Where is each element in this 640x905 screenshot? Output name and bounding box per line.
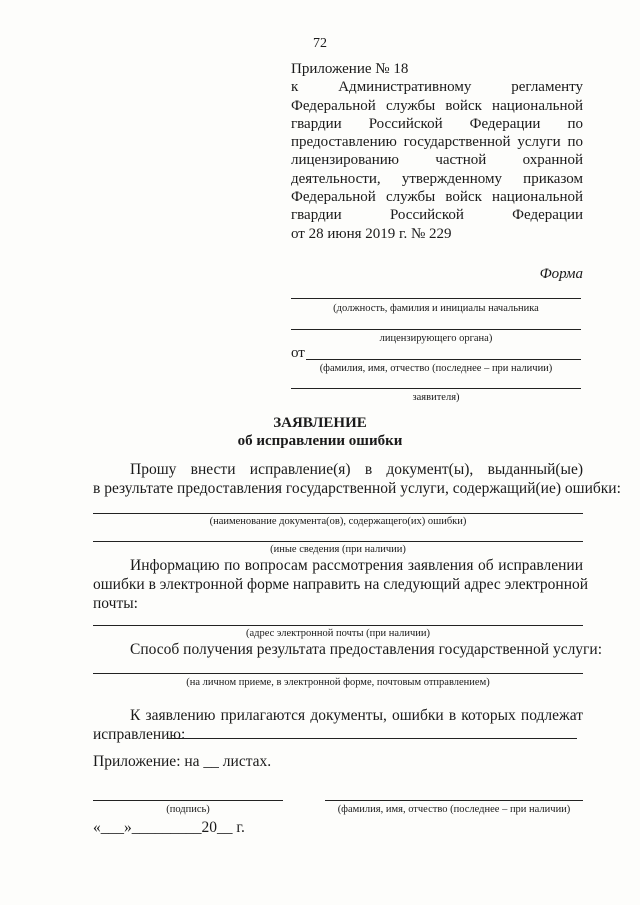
page-number: 72 (313, 36, 327, 51)
signer-name-line[interactable] (325, 800, 583, 801)
document-subtitle: об исправлении ошибки (237, 433, 403, 449)
addressee-caption-2: лицензирующего органа) (379, 333, 493, 344)
request-paragraph (93, 460, 621, 498)
attachments-fill-line[interactable] (168, 738, 577, 739)
other-info-line[interactable] (93, 541, 583, 542)
appendix-line: Федеральной службы войск национальной (291, 97, 583, 114)
email-line-2: ошибки в электронной форме направить на следующий адрес электронной (93, 576, 589, 593)
date-field[interactable]: «___»_________20__ г. (93, 819, 245, 836)
delivery-method-line[interactable] (93, 673, 583, 674)
request-line-1: Прошу внести исправление(я) в документ(ы), выданный(ые) (130, 461, 583, 478)
from-label: от (291, 345, 305, 361)
document-name-line[interactable] (93, 513, 583, 514)
signature-caption: (подпись) (166, 804, 210, 815)
appendix-line: лицензированию частной охранной (291, 152, 583, 169)
email-line-3: почты: (93, 595, 138, 612)
email-address-line[interactable] (93, 625, 583, 626)
signature-line[interactable] (93, 800, 283, 801)
addressee-line-2[interactable] (291, 329, 581, 330)
appendix-line: к Административному регламенту (291, 79, 583, 96)
appendix-block (291, 60, 583, 243)
attachments-line-2: исправлению: (93, 726, 186, 743)
applicant-line-1[interactable] (306, 359, 581, 360)
applicant-line-2[interactable] (291, 388, 581, 389)
appendix-line: предоставлению государственной услуги по (291, 134, 583, 151)
appendix-line: гвардии Российской Федерации по (291, 115, 583, 132)
appendix-title: Приложение № 18 (291, 61, 409, 77)
signer-name-caption: (фамилия, имя, отчество (последнее – при наличии) (337, 804, 571, 815)
addressee-caption-1: (должность, фамилия и инициалы начальника (333, 303, 539, 314)
request-line-2: в результате предоставления государственной услуги, содержащий(ие) ошибки: (93, 480, 621, 497)
delivery-caption: (на личном приеме, в электронной форме, почтовым отправлением) (186, 677, 490, 688)
document-title: ЗАЯВЛЕНИЕ (273, 415, 367, 431)
addressee-line-1[interactable] (291, 298, 581, 299)
appendix-line: деятельности, утвержденному приказом (291, 170, 583, 187)
email-line-1: Информацию по вопросам рассмотрения заявления об исправлении (130, 557, 583, 574)
delivery-text: Способ получения результата предоставления государственной услуги: (130, 641, 603, 658)
sheets-count-text: Приложение: на __ листах. (93, 753, 272, 770)
form-label: Форма (539, 266, 583, 282)
appendix-line: гвардии Российской Федерации (291, 207, 583, 224)
appendix-line: Федеральной службы войск национальной (291, 189, 583, 206)
document-name-caption: (наименование документа(ов), содержащего(их) ошибки) (209, 516, 467, 527)
applicant-caption-2: заявителя) (412, 392, 460, 403)
email-caption: (адрес электронной почты (при наличии) (245, 628, 431, 639)
attachments-line-1: К заявлению прилагаются документы, ошибки в которых подлежат (130, 707, 583, 724)
other-info-caption: (иные сведения (при наличии) (270, 544, 406, 555)
applicant-caption-1: (фамилия, имя, отчество (последнее – при наличии) (319, 363, 553, 374)
appendix-date: от 28 июня 2019 г. № 229 (291, 225, 452, 242)
email-paragraph (93, 556, 589, 613)
